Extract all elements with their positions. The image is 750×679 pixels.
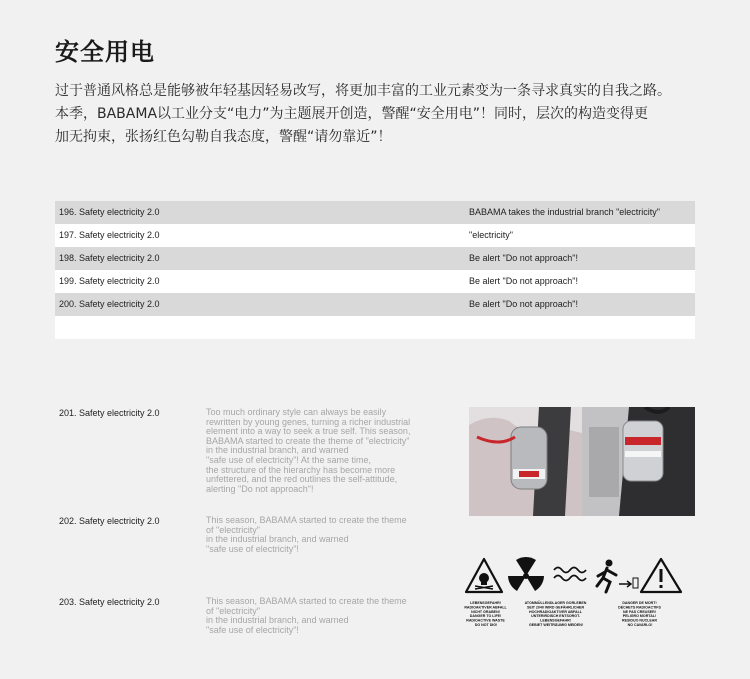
row-label: 199. Safety electricity 2.0 [59, 276, 160, 286]
row-label: 197. Safety electricity 2.0 [59, 230, 160, 240]
row-label: 200. Safety electricity 2.0 [59, 299, 160, 309]
table-row [55, 293, 695, 316]
sign-caption-de-en: LEBENSGEFAHR! RADIOAKTIVER ABFALL NICHT GRABEN! DANGER TO LIFE! RADIOACTIVE WASTE DO NOT DIG! [464, 601, 507, 627]
skull-warning-icon [466, 559, 502, 592]
row-value: BABAMA takes the industrial branch "electricity" [469, 207, 660, 217]
table-row [55, 201, 695, 224]
intro-line-1: 过于普通风格总是能够被年轻基因轻易改写，将更加丰富的工业元素变为一条寻求真实的自我之路。 [55, 83, 671, 99]
table-row [55, 224, 695, 247]
row-label: 198. Safety electricity 2.0 [59, 253, 160, 263]
row-value: Be alert "Do not approach"! [469, 276, 578, 286]
warning-signs [464, 556, 696, 638]
table-row [55, 247, 695, 270]
feature-description: This season, BABAMA started to create the theme of "electricity" in the industrial branch, and warned "safe use of electricity"! [206, 515, 407, 554]
page-title: 安全用电 [55, 38, 155, 66]
sign-caption-gorleben: ATOMMÜLLENDLAGER GORLEBEN SEIT 2040 WIRD GEFÄHRLICHER HOCHRADIOAKTIVER ABFALL UNTERIRDISCH ENTSORGT. LEBENSGEFAHR! GEBIET WEITRÄUMIG MEIDEN! [524, 601, 587, 627]
running-man-icon [597, 560, 638, 593]
feature-description: Too much ordinary style can always be easily rewritten by young genes, turning a richer industrial element into a way to seek a true self. This season, BABAMA started to create the theme of "electricity" in the industrial branch, and warned "safe use of electricity"! At the same time, the structure of the hierarchy has become more unfettered, and the red outlines the self-attitude, alerting "Do not approach"! [206, 407, 411, 494]
table-row-empty [55, 316, 695, 339]
feature-description: This season, BABAMA started to create the theme of "electricity" in the industrial branch, and warned "safe use of electricity"! [206, 596, 407, 635]
intro-line-2: 本季，BABAMA以工业分支“电力”为主题展开创造，警醒“安全用电”！同时，层次的构造变得更 [55, 106, 649, 122]
product-table [55, 201, 695, 339]
sign-caption-fr-es: DANGER DE MORT! DÉCHETS RADIOACTIFS NE PAS CREUSER! PELIGRO MORTAL! RESIDUO NUCLEAR NO CAVARLO! [618, 601, 661, 627]
intro-paragraph [55, 80, 715, 149]
radiation-icon [508, 557, 544, 591]
feature-label: 202. Safety electricity 2.0 [59, 516, 160, 526]
wave-icon [554, 568, 586, 581]
intro-line-3: 加无拘束，张扬红色勾勒自我态度，警醒“请勿靠近”！ [55, 129, 392, 145]
exclamation-warning-icon [641, 559, 681, 592]
feature-label: 201. Safety electricity 2.0 [59, 408, 160, 418]
row-label: 196. Safety electricity 2.0 [59, 207, 160, 217]
row-value: Be alert "Do not approach"! [469, 299, 578, 309]
row-value: "electricity" [469, 230, 513, 240]
feature-label: 203. Safety electricity 2.0 [59, 597, 160, 607]
bag-photo-illustration [469, 407, 695, 516]
table-row [55, 270, 695, 293]
product-photo [469, 407, 695, 516]
row-value: Be alert "Do not approach"! [469, 253, 578, 263]
